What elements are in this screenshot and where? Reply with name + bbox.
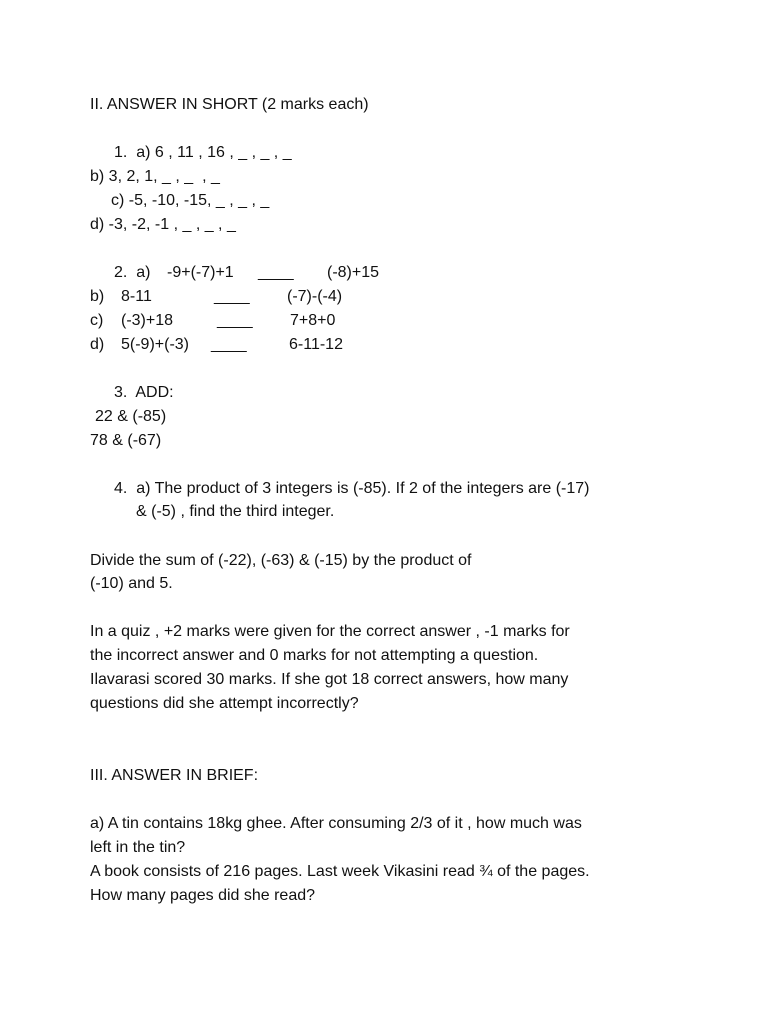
question-2b-blank: ____ (214, 288, 250, 305)
quiz-question-line-2: the incorrect answer and 0 marks for not attempting a question. (90, 647, 539, 664)
tin-question-line-1: a) A tin contains 18kg ghee. After consuming 2/3 of it , how much was (90, 815, 582, 832)
tin-question-line-2: left in the tin? (90, 839, 186, 856)
question-4-line-1: 4. a) The product of 3 integers is (-85). If 2 of the integers are (-17) (114, 480, 590, 497)
question-2d-right: 6-11-12 (289, 336, 343, 353)
question-2b-left: 8-11 (121, 288, 152, 305)
book-question-line-2: How many pages did she read? (90, 887, 316, 904)
question-2c-blank: ____ (217, 312, 253, 329)
question-3-line-2: 78 & (-67) (90, 432, 162, 449)
question-1a: 1. a) 6 , 11 , 16 , _ , _ , _ (114, 144, 292, 161)
question-2d-blank: ____ (211, 336, 247, 353)
question-3-title: 3. ADD: (114, 384, 174, 401)
question-2b-right: (-7)-(-4) (287, 288, 343, 305)
question-2c-right: 7+8+0 (290, 312, 336, 329)
question-2a-blank: ____ (258, 264, 294, 281)
quiz-question-line-3: Ilavarasi scored 30 marks. If she got 18 correct answers, how many (90, 671, 569, 688)
quiz-question-line-4: questions did she attempt incorrectly? (90, 695, 359, 712)
question-4-line-2: & (-5) , find the third integer. (136, 503, 335, 520)
question-3-line-1: 22 & (-85) (95, 408, 167, 425)
divide-question-line-1: Divide the sum of (-22), (-63) & (-15) by the product of (90, 552, 472, 569)
question-1c: c) -5, -10, -15, _ , _ , _ (111, 192, 270, 209)
book-question-line-1: A book consists of 216 pages. Last week Vikasini read ¾ of the pages. (90, 863, 590, 880)
question-2d-label: d) (90, 336, 105, 353)
question-2a-right: (-8)+15 (327, 264, 380, 281)
question-1d: d) -3, -2, -1 , _ , _ , _ (90, 216, 236, 233)
question-2d-left: 5(-9)+(-3) (121, 336, 190, 353)
question-1b: b) 3, 2, 1, _ , _ , _ (90, 168, 220, 185)
question-2b-label: b) (90, 288, 105, 305)
question-2a-label: 2. a) (114, 264, 151, 281)
divide-question-line-2: (-10) and 5. (90, 575, 173, 592)
question-2a-left: -9+(-7)+1 (167, 264, 234, 281)
question-2c-left: (-3)+18 (121, 312, 174, 329)
section-2-heading: II. ANSWER IN SHORT (2 marks each) (90, 96, 369, 113)
section-3-heading: III. ANSWER IN BRIEF: (90, 767, 259, 784)
quiz-question-line-1: In a quiz , +2 marks were given for the correct answer , -1 marks for (90, 623, 570, 640)
question-2c-label: c) (90, 312, 104, 329)
